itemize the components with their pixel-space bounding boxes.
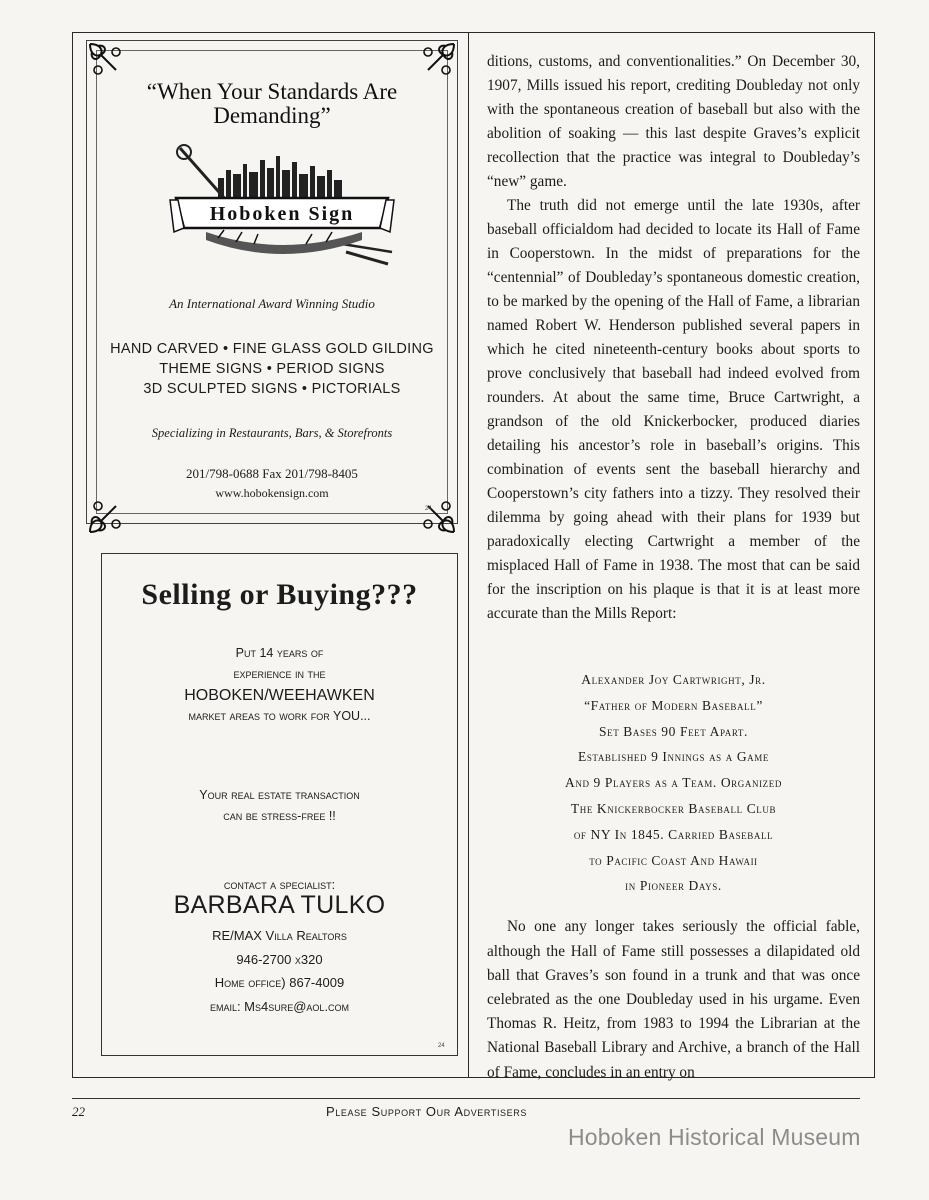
footer-rule	[72, 1098, 860, 1099]
ad-stress-text	[101, 785, 458, 827]
footer-support-text: Please Support Our Advertisers	[326, 1104, 527, 1119]
services-list	[96, 339, 448, 399]
ad-experience-text	[101, 643, 458, 727]
market-areas: HOBOKEN/WEEHAWKEN	[184, 687, 375, 704]
hoboken-sign-logo	[166, 140, 398, 268]
agent-phone: 946-2700 x320	[236, 951, 323, 967]
article-column-continued	[487, 900, 860, 1100]
service-line: 3D SCULPTED SIGNS • PICTORIALS	[143, 381, 401, 397]
ad-headline: Selling or Buying???	[141, 578, 418, 611]
agent-email: email: Ms4sure@aol.com	[209, 998, 350, 1014]
logo-text: Hoboken Sign	[209, 203, 355, 225]
text-line: Put 14 years of	[235, 646, 324, 660]
text-line: can be stress-free !!	[223, 809, 336, 823]
plaque-line: “Father of Modern Baseball”	[584, 697, 763, 713]
plaque-line: The Knickerbocker Baseball Club	[570, 800, 777, 816]
plaque-line: And 9 Players as a Team. Organized	[565, 775, 782, 791]
ad-number: 24	[438, 1043, 445, 1049]
article-paragraph: ditions, customs, and conventionalities.” On December 30, 1907, Mills issued his report, crediting Doubleday not only with the spontaneous creation of baseball but also with the abolition of soaking — this last despite Graves’s explicit recollection that the practice was integral to Doubleday’s “new” game.	[487, 53, 860, 190]
text-line: market areas to work for YOU...	[188, 709, 371, 723]
plaque-line: of NY In 1845. Carried Baseball	[573, 826, 774, 842]
ornament-corner-icon	[420, 498, 458, 536]
ornament-corner-icon	[420, 40, 458, 78]
ad-number: 24	[425, 506, 432, 512]
service-line: HAND CARVED • FINE GLASS GOLD GILDING	[110, 341, 434, 357]
watermark: Hoboken Historical Museum	[568, 1124, 861, 1150]
plaque-line: Alexander Joy Cartwright, Jr.	[581, 672, 766, 687]
column-divider	[468, 32, 469, 1078]
ornament-corner-icon	[86, 498, 124, 536]
page-number: 22	[72, 1104, 85, 1119]
plaque-line: in Pioneer Days.	[625, 878, 722, 894]
article-paragraph: The truth did not emerge until the late 1930s, after baseball officialdom had decided to locate its Hall of Fame in Cooperstown. In the midst of preparations for the “centennial” of Doubleday’s spontaneous domestic creation, to be marked by the opening of the Hall of Fame, a librarian named Robert W. Henderson published several papers in which he cited nineteenth-century books about sports to prove conclusively that baseball had indeed evolved from rounders. At about the same time, Bruce Cartwright, a grandson of the old Knickerbocker, produced diaries detailing his ancestor’s role in baseball’s origins. This combination of events sent the baseball hierarchy and Cooperstown’s city fathers into a tizzy. They resolved their dilemma by going ahead with their plans for 1939 but paradoxically electing Cartwright a member of the misplaced Hall of Fame in 1938. The most that can be said for the inscription on his plaque is that it is at least more accurate than the Mills Report:	[487, 197, 860, 622]
ad-phone: 201/798-0688 Fax 201/798-8405	[186, 466, 358, 481]
agency: RE/MAX Villa Realtors	[212, 928, 347, 943]
ad-headline: “When Your Standards Are Demanding”	[146, 79, 398, 128]
article-column	[487, 50, 860, 626]
agent-name: BARBARA TULKO	[173, 891, 386, 919]
text-line: Your real estate transaction	[199, 788, 360, 802]
ad-specialty: Specializing in Restaurants, Bars, & Storefronts	[151, 426, 393, 440]
plaque-line: Established 9 Innings as a Game	[577, 749, 769, 765]
contact-label: contact a specialist:	[223, 878, 336, 892]
plaque-line: Set Bases 90 Feet Apart.	[599, 723, 748, 739]
ad-website: www.hobokensign.com	[215, 486, 329, 500]
service-line: THEME SIGNS • PERIOD SIGNS	[159, 361, 385, 377]
ad-tagline: An International Award Winning Studio	[169, 296, 375, 311]
ornament-corner-icon	[86, 40, 124, 78]
article-paragraph: No one any longer takes seriously the official fable, although the Hall of Fame still possesses a dilapidated old ball that Graves’s son found in a trunk and that was once celebrated as the one Doubleday used in his urgame. Even Thomas R. Heitz, from 1983 to 1994 the Librarian at the National Baseball Library and Archive, a branch of the Hall of Fame, concludes in an entry on	[487, 918, 860, 1081]
plaque-line: to Pacific Coast And Hawaii	[589, 852, 758, 868]
home-office: Home office) 867-4009	[214, 975, 345, 990]
text-line: experience in the	[233, 667, 326, 681]
agent-contact	[101, 924, 458, 1018]
plaque-inscription	[487, 667, 860, 899]
